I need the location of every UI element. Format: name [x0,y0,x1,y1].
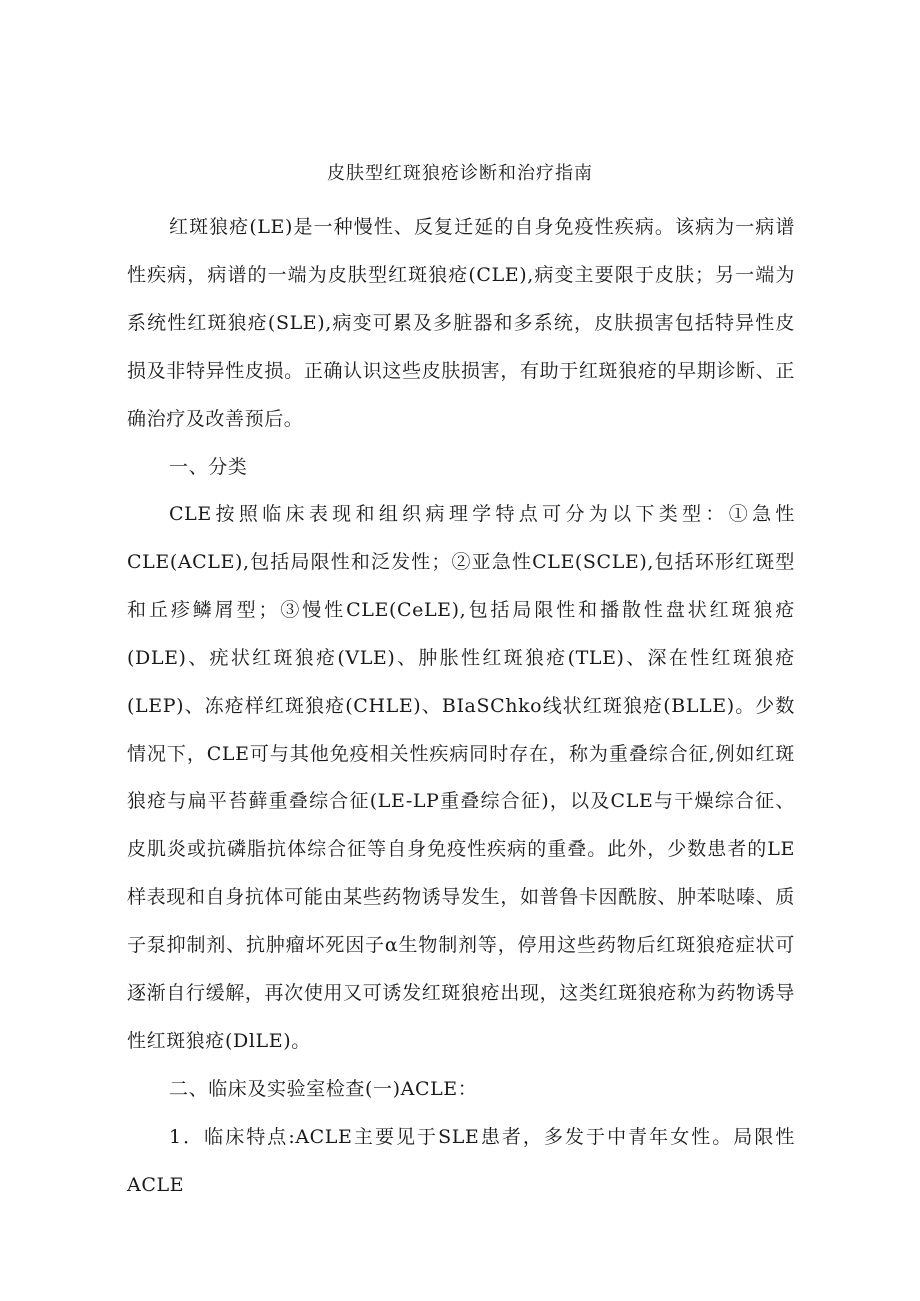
section-2-item-1: 1．临床特点:ACLE主要见于SLE患者，多发于中青年女性。局限性ACLE [127,1126,795,1196]
section-2-item-1-container [127,1114,795,1210]
intro-paragraph: 红斑狼疮(LE)是一种慢性、反复迁延的自身免疫性疾病。该病为一病谱性疾病，病谱的一端为皮肤型红斑狼疮(CLE),病变主要限于皮肤；另一端为系统性红斑狼疮(SLE),病变可累及多脏器和多系统，皮肤损害包括特异性皮损及非特异性皮损。正确认识这些皮肤损害，有助于红斑狼疮的早期诊断、正确治疗及改善预后。 [127,216,795,430]
section-2-heading: 二、临床及实验室检查(一)ACLE： [169,1078,478,1100]
intro-paragraph-container [127,204,795,444]
section-1-paragraph: CLE按照临床表现和组织病理学特点可分为以下类型：①急性CLE(ACLE),包括局限性和泛发性；②亚急性CLE(SCLE),包括环形红斑型和丘疹鳞屑型；③慢性CLE(CeLE),包括局限性和播散性盘状红斑狼疮(DLE)、疣状红斑狼疮(VLE)、肿胀性红斑狼疮(TLE)、深在性红斑狼疮(LEP)、冻疮样红斑狼疮(CHLE)、BIaSChko线状红斑狼疮(BLLE)。少数情况下，CLE可与其他免疫相关性疾病同时存在，称为重叠综合征,例如红斑狼疮与扁平苔藓重叠综合征(LE-LP重叠综合征)，以及CLE与干燥综合征、皮肌炎或抗磷脂抗体综合征等自身免疫性疾病的重叠。此外，少数患者的LE样表现和自身抗体可能由某些药物诱导发生，如普鲁卡因酰胺、肿苯哒嗪、质子泵抑制剂、抗肿瘤坏死因子α生物制剂等，停用这些药物后红斑狼疮症状可逐渐自行缓解，再次使用又可诱发红斑狼疮出现，这类红斑狼疮称为药物诱导性红斑狼疮(DlLE)。 [127,503,795,1052]
section-1-heading-container [127,444,795,492]
section-2-heading-container [127,1066,795,1114]
document-title: 皮肤型红斑狼疮诊断和治疗指南 [327,163,593,184]
section-1-heading: 一、分类 [169,456,248,478]
section-1-paragraph-container [127,491,795,1066]
